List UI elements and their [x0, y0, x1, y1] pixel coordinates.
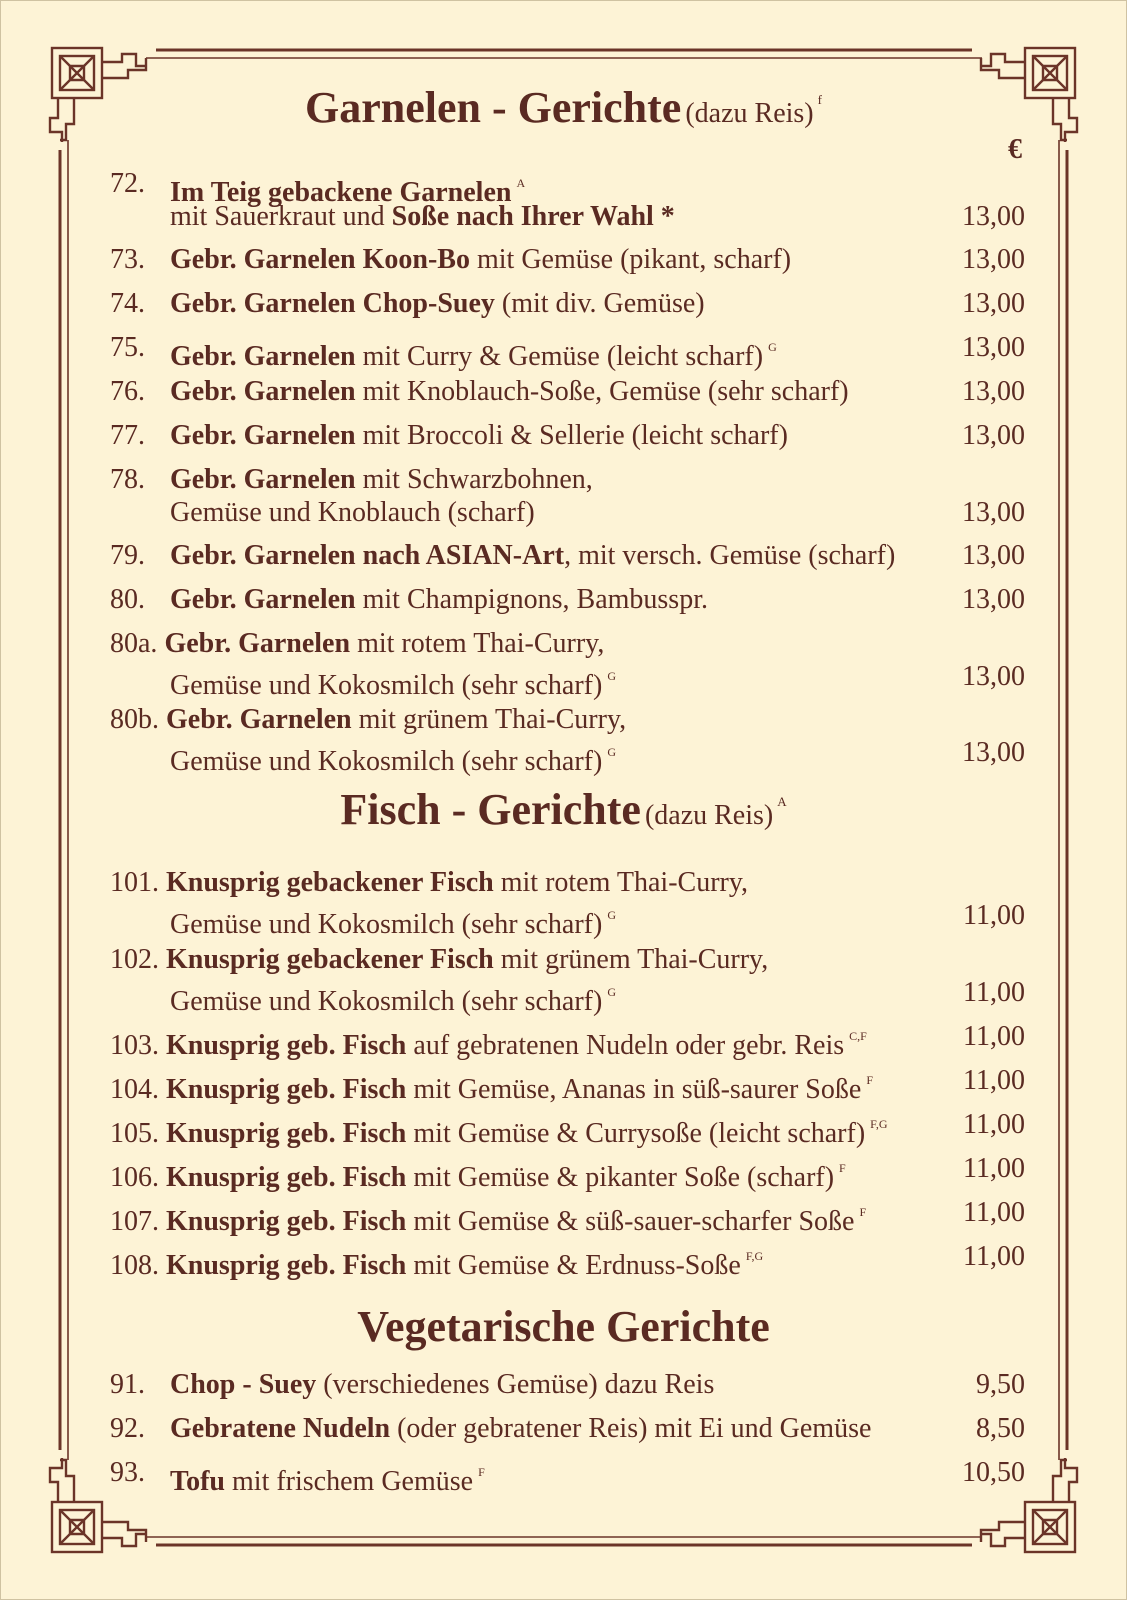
- item-number: 107.: [110, 1206, 159, 1237]
- section-heading-garnelen: [0, 82, 1127, 133]
- section-note: (dazu Reis): [644, 800, 774, 831]
- item-price: 11,00: [963, 900, 1025, 931]
- item-number: 76.: [110, 376, 145, 407]
- item-description-line2: Gemüse und Kokosmilch (sehr scharf) $^G$: [170, 669, 617, 701]
- item-number: 108.: [110, 1250, 159, 1281]
- item-price: 11,00: [963, 1065, 1025, 1096]
- item-number: 102.: [110, 944, 159, 975]
- section-allergen: f: [817, 92, 822, 107]
- item-description: Gebr. Garnelen mit Champignons, Bambusspr.: [170, 584, 708, 615]
- item-description: 102. Knusprig gebackener Fisch mit grünem Thai-Curry,: [110, 944, 769, 975]
- item-description: 101. Knusprig gebackener Fisch mit rotem Thai-Curry,: [110, 867, 749, 898]
- item-description-line2: Gemüse und Knoblauch (scharf): [170, 497, 535, 528]
- section-title: Vegetarische Gerichte: [357, 1302, 770, 1351]
- item-number: 80b.: [110, 704, 159, 735]
- item-description: Im Teig gebackene Garnelen $^A$: [170, 176, 526, 208]
- item-description: Gebr. Garnelen mit Knoblauch-Soße, Gemüse (sehr scharf): [170, 376, 849, 407]
- item-description: Gebr. Garnelen Chop-Suey (mit div. Gemüse): [170, 288, 705, 319]
- item-description: 103. Knusprig geb. Fisch auf gebratenen Nudeln oder gebr. Reis $^{C,F}$: [110, 1029, 867, 1061]
- item-price: 8,50: [976, 1413, 1025, 1444]
- section-allergen: A: [777, 794, 787, 809]
- item-description-line2: Gemüse und Kokosmilch (sehr scharf) $^G$: [170, 908, 617, 940]
- item-description: Gebr. Garnelen mit Schwarzbohnen,: [170, 464, 593, 495]
- item-description-line2: Gemüse und Kokosmilch (sehr scharf) $^G$: [170, 745, 617, 777]
- item-description: 107. Knusprig geb. Fisch mit Gemüse & süß-sauer-scharfer Soße $^F$: [110, 1205, 867, 1237]
- item-number: 73.: [110, 244, 145, 275]
- item-price: 13,00: [962, 540, 1025, 571]
- item-number: 101.: [110, 867, 159, 898]
- item-number: 77.: [110, 420, 145, 451]
- item-price: 13,00: [962, 584, 1025, 615]
- item-number: 106.: [110, 1162, 159, 1193]
- section-title: Fisch - Gerichte: [340, 785, 641, 834]
- item-price: 13,00: [962, 288, 1025, 319]
- item-price: 11,00: [963, 1241, 1025, 1272]
- item-number: 104.: [110, 1074, 159, 1105]
- item-description: Gebr. Garnelen mit Broccoli & Sellerie (leicht scharf): [170, 420, 788, 451]
- item-price: 9,50: [976, 1369, 1025, 1400]
- item-number: 75.: [110, 332, 145, 363]
- item-description: Gebratene Nudeln (oder gebratener Reis) mit Ei und Gemüse: [170, 1413, 872, 1444]
- item-number: 74.: [110, 288, 145, 319]
- item-number: 72.: [110, 168, 145, 199]
- item-description: Tofu mit frischem Gemüse $^F$: [170, 1465, 485, 1497]
- item-number: 79.: [110, 540, 145, 571]
- item-price: 11,00: [963, 1197, 1025, 1228]
- item-number: 91.: [110, 1369, 145, 1400]
- item-number: 78.: [110, 464, 145, 495]
- item-price: 13,00: [962, 497, 1025, 528]
- section-heading-fisch: [0, 784, 1127, 835]
- item-price: 13,00: [962, 737, 1025, 768]
- item-price: 13,00: [962, 376, 1025, 407]
- item-number: 93.: [110, 1457, 145, 1488]
- section-note: (dazu Reis): [685, 98, 814, 129]
- item-description: 106. Knusprig geb. Fisch mit Gemüse & pikanter Soße (scharf) $^F$: [110, 1161, 846, 1193]
- item-description-line2: mit Sauerkraut und Soße nach Ihrer Wahl *: [170, 201, 675, 232]
- item-description: 105. Knusprig geb. Fisch mit Gemüse & Currysoße (leicht scharf) $^{F,G}$: [110, 1117, 888, 1149]
- item-price: 13,00: [962, 201, 1025, 232]
- item-price: 11,00: [963, 1021, 1025, 1052]
- section-heading-vegetarisch: [0, 1301, 1127, 1352]
- item-number: 80.: [110, 584, 145, 615]
- item-price: 10,50: [962, 1457, 1025, 1488]
- item-description: Chop - Suey (verschiedenes Gemüse) dazu Reis: [170, 1369, 715, 1400]
- item-description: 104. Knusprig geb. Fisch mit Gemüse, Ananas in süß-saurer Soße $^F$: [110, 1073, 873, 1105]
- item-price: 13,00: [962, 420, 1025, 451]
- currency-label: €: [1008, 134, 1022, 165]
- item-price: 13,00: [962, 332, 1025, 363]
- item-description: Gebr. Garnelen nach ASIAN-Art, mit versch. Gemüse (scharf): [170, 540, 896, 571]
- item-price: 11,00: [963, 1153, 1025, 1184]
- item-number: 105.: [110, 1118, 159, 1149]
- item-number: 103.: [110, 1030, 159, 1061]
- item-description: Gebr. Garnelen Koon-Bo mit Gemüse (pikant, scharf): [170, 244, 792, 275]
- item-number: 80a.: [110, 628, 158, 659]
- item-description: Gebr. Garnelen mit Curry & Gemüse (leicht scharf) $^G$: [170, 340, 777, 372]
- section-title: Garnelen - Gerichte: [305, 83, 682, 132]
- item-description: 80a. Gebr. Garnelen mit rotem Thai-Curry,: [110, 628, 605, 659]
- item-price: 13,00: [962, 244, 1025, 275]
- item-description: 80b. Gebr. Garnelen mit grünem Thai-Curry,: [110, 704, 627, 735]
- item-price: 11,00: [963, 977, 1025, 1008]
- item-price: 11,00: [963, 1109, 1025, 1140]
- item-description: 108. Knusprig geb. Fisch mit Gemüse & Erdnuss-Soße $^{F,G}$: [110, 1249, 764, 1281]
- item-description-line2: Gemüse und Kokosmilch (sehr scharf) $^G$: [170, 985, 617, 1017]
- item-number: 92.: [110, 1413, 145, 1444]
- item-price: 13,00: [962, 661, 1025, 692]
